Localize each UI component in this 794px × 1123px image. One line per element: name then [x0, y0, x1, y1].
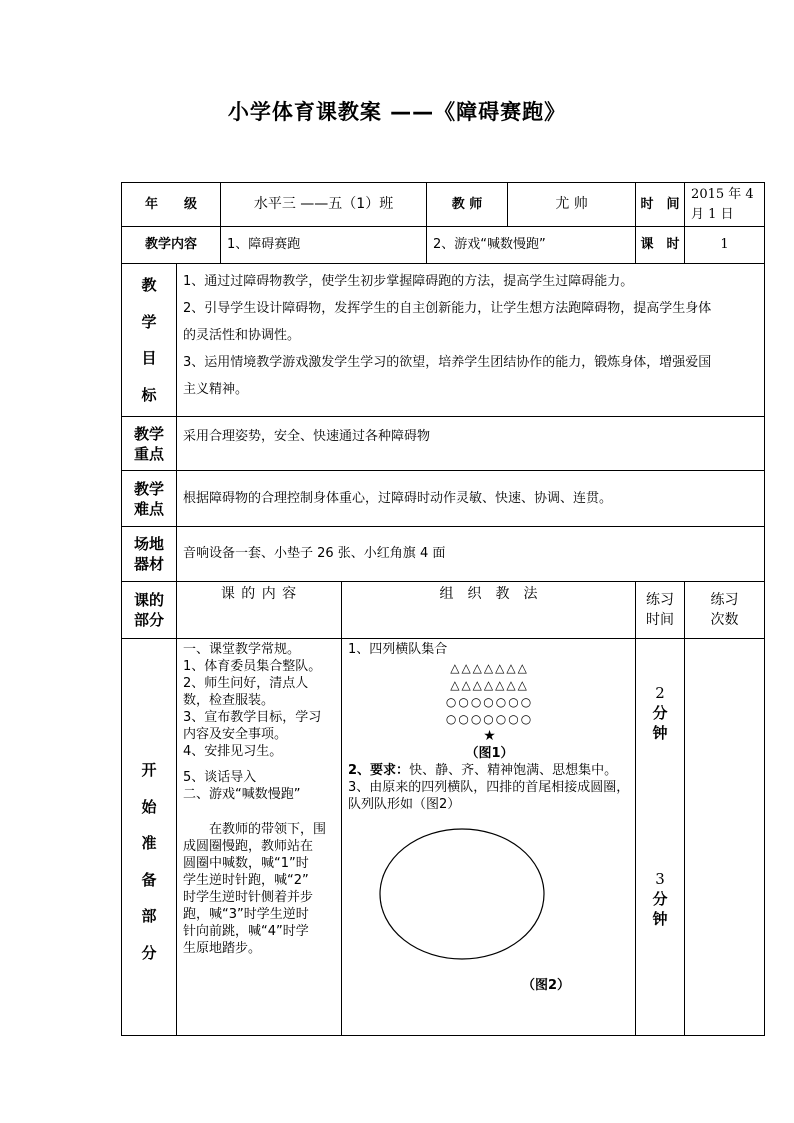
content-row	[122, 227, 765, 264]
difficulties-label: 教学 难点	[122, 471, 177, 527]
figure-2-label: （图2）	[522, 978, 571, 993]
grade-value: 水平三 ——五（1）班	[221, 183, 427, 227]
difficulties-text: 根据障碍物的合理控制身体重心，过障碍时动作灵敏、快速、协调、连贯。	[177, 471, 765, 527]
content-line: 成圆圈慢跑，教师站在	[183, 839, 314, 854]
header-row	[122, 183, 765, 227]
teacher-label: 教 师	[427, 183, 508, 227]
content-line: 数，检查服装。	[183, 693, 275, 708]
key-points-row	[122, 417, 765, 471]
formation-row-2: △△△△△△△	[450, 678, 529, 692]
difficulties-row	[122, 471, 765, 527]
key-points-label: 教学 重点	[122, 417, 177, 471]
col-method: 组 织 教 法	[342, 582, 636, 639]
content-line: 二、游戏“喊数慢跑”	[183, 787, 301, 802]
content-line: 针向前跳，喊“4”时学	[183, 924, 309, 939]
content-item-1: 1、障碍赛跑	[221, 227, 427, 264]
goal-2a: 2、引导学生设计障碍物，发挥学生的自主创新能力，让学生想方法跑障碍物，提高学生身体	[183, 301, 712, 316]
method-title: 1、四列横队集合	[348, 642, 448, 657]
goal-2b: 的灵活性和协调性。	[183, 328, 301, 343]
content-line: 学生逆时针跑，喊“2”	[183, 873, 309, 888]
goals-row	[122, 264, 765, 417]
teacher-value: 尤 帅	[508, 183, 636, 227]
venue-text: 音响设备一套、小垫子 26 张、小红角旗 4 面	[177, 527, 765, 582]
formation-row-1: △△△△△△△	[450, 661, 529, 675]
content-item-2: 2、游戏“喊数慢跑”	[427, 227, 636, 264]
content-line: 1、体育委员集合整队。	[183, 659, 322, 674]
goals-text	[177, 264, 765, 417]
step-3-a: 3、由原来的四列横队，四排的首尾相接成圆圈，	[348, 780, 630, 795]
col-part: 课的 部分	[122, 582, 177, 639]
page-title: 小学体育课教案 ——《障碍赛跑》	[227, 100, 567, 124]
content-list	[177, 639, 341, 957]
section-row	[122, 639, 765, 1036]
venue-label: 场地 器材	[122, 527, 177, 582]
figure-1-label: （图1）	[465, 746, 514, 761]
time-block-1: 2 分 钟	[652, 684, 668, 742]
circle-formation-figure	[378, 827, 548, 968]
goals-label: 教 学 目 标	[122, 264, 177, 417]
requirements: 2、要求：快、静、齐、精神饱满、思想集中。	[348, 763, 618, 778]
content-line: 5、谈话导入	[183, 770, 257, 785]
formation-row-3: ○○○○○○○	[445, 695, 534, 709]
section-count	[685, 639, 765, 1036]
content-line: 圆圈中喊数，喊“1”时	[183, 856, 309, 871]
section-time	[636, 639, 685, 1036]
content-label: 教学内容	[122, 227, 221, 264]
teacher-star: ★	[483, 728, 496, 744]
col-time: 练习 时间	[636, 582, 685, 639]
period-label: 课 时	[636, 227, 685, 264]
content-line	[183, 812, 337, 821]
content-line: 4、安排见习生。	[183, 744, 283, 759]
content-line: 时学生逆时针侧着并步	[183, 890, 314, 905]
content-line: 内容及安全事项。	[183, 727, 288, 742]
section-label: 开 始 准 备 部 分	[122, 639, 177, 1036]
time-label: 时 间	[636, 183, 685, 227]
section-method	[342, 639, 636, 1036]
venue-row	[122, 527, 765, 582]
content-line: 3、宣布教学目标，学习	[183, 710, 322, 725]
column-header-row	[122, 582, 765, 639]
content-line: 生原地踏步。	[183, 941, 262, 956]
content-line	[183, 760, 337, 769]
col-count: 练习 次数	[685, 582, 765, 639]
period-value: 1	[685, 227, 765, 264]
goal-1: 1、通过过障碍物教学，使学生初步掌握障碍跑的方法，提高学生过障碍能力。	[183, 274, 634, 289]
col-content: 课 的 内 容	[177, 582, 342, 639]
content-line	[183, 803, 337, 812]
lesson-plan-table	[121, 182, 765, 1036]
content-line: 跑，喊“3”时学生逆时	[183, 907, 309, 922]
step-3-b: 队列队形如（图2）	[348, 797, 461, 812]
goal-3b: 主义精神。	[183, 382, 249, 397]
time-block-2: 3 分 钟	[652, 870, 668, 928]
circle-formation-ellipse	[378, 827, 548, 963]
grade-label: 年 级	[122, 183, 221, 227]
content-line: 一、课堂教学常规。	[183, 642, 301, 657]
content-line: 2、师生问好，清点人	[183, 676, 309, 691]
key-points-text: 采用合理姿势，安全、快速通过各种障碍物	[177, 417, 765, 471]
formation-row-4: ○○○○○○○	[445, 712, 534, 726]
section-content	[177, 639, 342, 1036]
content-line: 在教师的带领下，围	[183, 822, 327, 837]
date-value: 2015 年 4 月 1 日	[685, 183, 765, 227]
goal-3a: 3、运用情境教学游戏激发学生学习的欲望，培养学生团结协作的能力，锻炼身体，增强爱国	[183, 355, 712, 370]
